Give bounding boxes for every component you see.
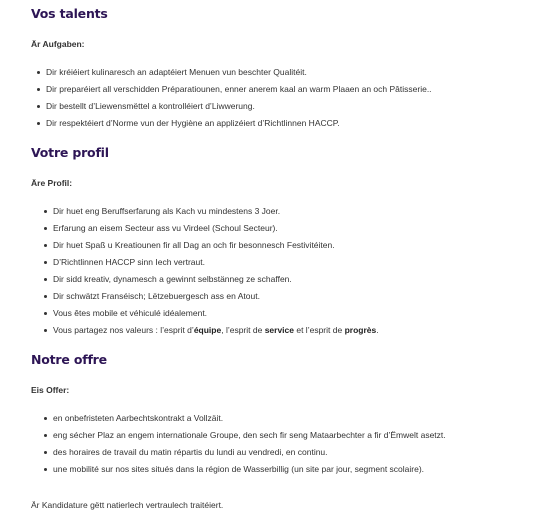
list-item: Dir preparéiert all verschidden Préparatiounen, enner anerem kaal an warm Plaaen an och Pâtisserie..: [38, 81, 432, 98]
section-subtitle-talents: Är Aufgaben:: [31, 39, 85, 49]
values-mid2: et l’esprit de: [294, 325, 345, 335]
talents-list: [31, 64, 432, 132]
list-item: Dir kréiéiert kulinaresch an adaptéiert Menuen vun beschter Qualitéit.: [38, 64, 432, 81]
offre-list: [38, 410, 446, 478]
value-progres: progrès: [344, 325, 377, 335]
section-title-offre: Notre offre: [31, 352, 107, 367]
value-service: service: [264, 325, 294, 335]
list-item: Dir respektéiert d’Norme vun der Hygiène an applizéiert d’Richtlinnen HACCP.: [38, 115, 432, 132]
list-item: Dir schwätzt Franséisch; Lëtzebuergesch ass en Atout.: [45, 288, 379, 305]
section-subtitle-profil: Äre Profil:: [31, 178, 73, 188]
section-title-talents: Vos talents: [31, 6, 108, 21]
list-item: en onbefristeten Aarbechtskontrakt a Vollzäit.: [45, 410, 446, 427]
list-item: eng sécher Plaz an engem internationale Groupe, den sech fir seng Mataarbechter a fir d’Ëmwelt asetzt.: [45, 427, 446, 444]
values-mid1: , l’esprit de: [221, 325, 265, 335]
section-title-profil: Votre profil: [31, 145, 109, 160]
list-item-values: [45, 322, 379, 339]
list-item: D’Richtlinnen HACCP sinn Iech vertraut.: [45, 254, 379, 271]
list-item: Vous êtes mobile et véhiculé idéalement.: [45, 305, 379, 322]
value-equipe: équipe: [193, 325, 222, 335]
list-item: une mobilité sur nos sites situés dans la région de Wasserbillig (un site par jour, segment scolaire).: [45, 461, 446, 478]
list-item: Dir huet Spaß u Kreatiounen fir all Dag an och fir besonnesch Festivitéiten.: [45, 237, 379, 254]
section-subtitle-offre: Eis Offer:: [31, 385, 70, 395]
list-item: des horaires de travail du matin répartis du lundi au vendredi, en continu.: [45, 444, 446, 461]
list-item: Dir bestellt d’Liewensmëttel a kontrolléiert d’Liwwerung.: [38, 98, 432, 115]
values-prefix: Vous partagez nos valeurs : l’esprit d’: [53, 325, 194, 335]
list-item: Dir sidd kreativ, dynamesch a gewinnt selbstänneg ze schaffen.: [45, 271, 379, 288]
profil-list: [38, 203, 379, 339]
values-suffix: .: [376, 325, 379, 335]
confidentiality-note: Är Kandidature gëtt natierlech vertraulech traitéiert.: [31, 499, 224, 510]
list-item: Erfarung an eisem Secteur ass vu Virdeel (Schoul Secteur).: [45, 220, 379, 237]
list-item: Dir huet eng Beruffserfarung als Kach vu mindestens 3 Joer.: [45, 203, 379, 220]
